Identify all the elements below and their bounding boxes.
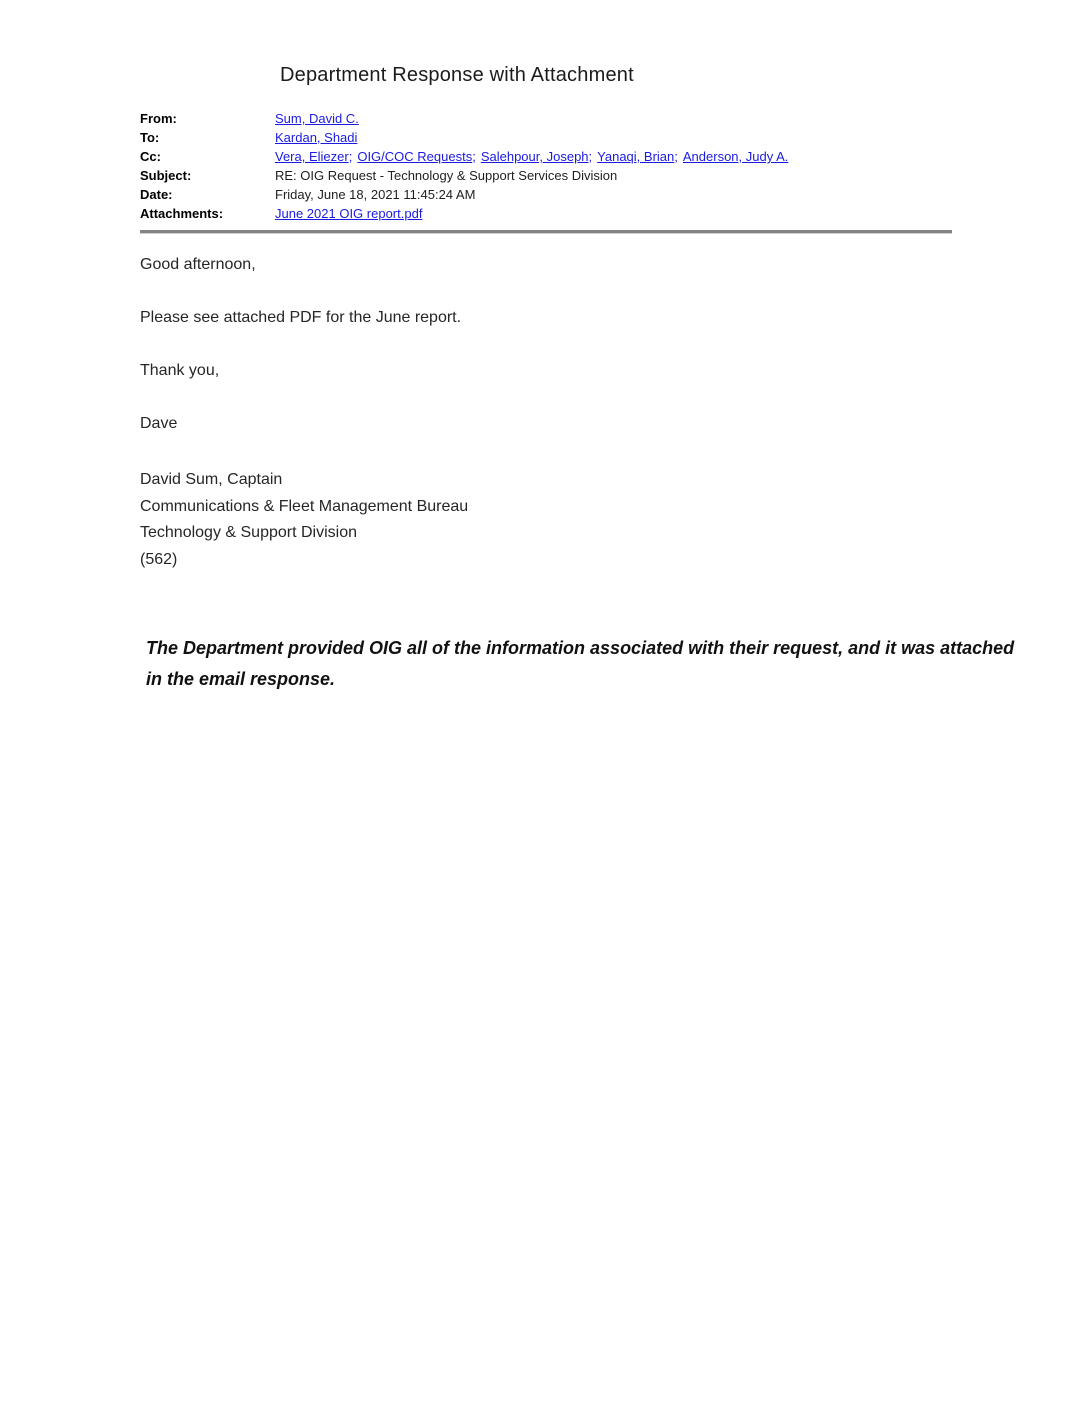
reviewer-annotation: The Department provided OIG all of the information associated with their request, and it was attached in the email response. <box>146 638 1015 689</box>
cc-separator: ; <box>588 149 593 164</box>
from-contact-link[interactable]: Sum, David C. <box>275 111 359 126</box>
attachments-label: Attachments: <box>140 206 224 221</box>
email-header-block <box>140 109 1088 223</box>
signature-phone: (562) <box>140 550 178 568</box>
subject-value: RE: OIG Request - Technology & Support Services Division <box>275 168 618 183</box>
body-signoff: Dave <box>140 415 178 432</box>
header-row-from <box>140 109 1088 128</box>
signature-bureau: Communications & Fleet Management Bureau <box>140 497 469 515</box>
to-value <box>275 128 357 147</box>
cc-label: Cc: <box>140 149 161 164</box>
from-value <box>275 109 359 128</box>
cc-contact-link[interactable]: Yanaqi, Brian <box>597 149 675 164</box>
body-closing: Thank you, <box>140 362 220 379</box>
body-message: Please see attached PDF for the June report. <box>140 309 462 326</box>
email-body <box>140 255 1088 573</box>
header-row-cc <box>140 147 1088 166</box>
signature-division: Technology & Support Division <box>140 524 358 541</box>
document-title: Department Response with Attachment <box>280 64 634 86</box>
attachment-file-link[interactable]: June 2021 OIG report.pdf <box>275 206 423 221</box>
signature-name: David Sum, Captain <box>140 471 283 488</box>
cc-separator: ; <box>348 149 353 164</box>
to-label: To: <box>140 130 160 145</box>
to-contact-link[interactable]: Kardan, Shadi <box>275 130 358 145</box>
header-row-date <box>140 185 1088 204</box>
header-row-subject <box>140 166 1088 185</box>
from-label: From: <box>140 111 177 126</box>
subject-label: Subject: <box>140 168 192 183</box>
cc-value <box>275 147 788 166</box>
signature-block <box>140 467 1088 573</box>
body-greeting: Good afternoon, <box>140 256 256 273</box>
cc-contact-link[interactable]: Vera, Eliezer <box>275 149 349 164</box>
attachments-value <box>275 204 422 223</box>
header-row-to <box>140 128 1088 147</box>
header-row-attachments <box>140 204 1088 223</box>
header-separator <box>140 230 952 234</box>
date-value: Friday, June 18, 2021 11:45:24 AM <box>275 187 476 202</box>
cc-separator: ; <box>674 149 678 164</box>
cc-separator: ; <box>472 149 476 164</box>
date-label: Date: <box>140 187 173 202</box>
cc-contact-link[interactable]: Salehpour, Joseph <box>480 149 589 164</box>
cc-contact-link[interactable]: Anderson, Judy A. <box>682 149 789 164</box>
cc-contact-link[interactable]: OIG/COC Requests <box>357 149 473 164</box>
